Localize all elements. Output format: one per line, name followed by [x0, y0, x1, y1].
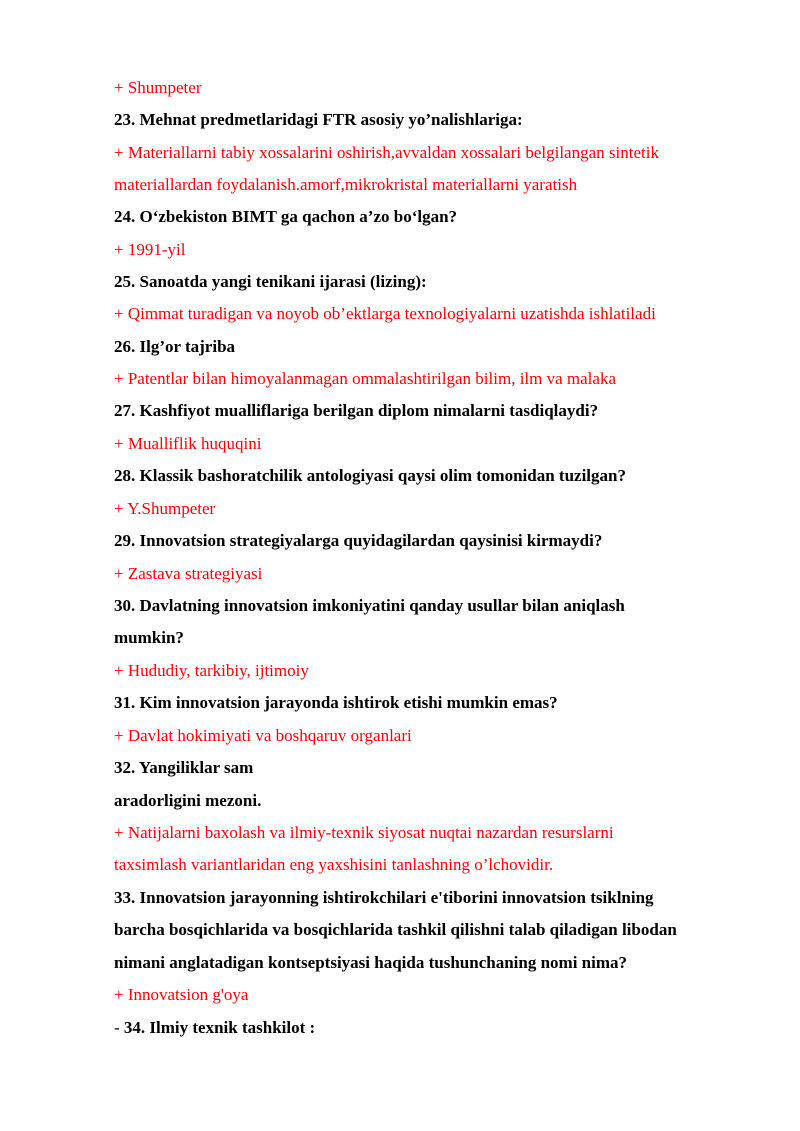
answer-line: + Materiallarni tabiy xossalarini oshirish,avvaldan xossalari belgilangan sintetik	[114, 143, 659, 162]
answer-line: + Zastava strategiyasi	[114, 564, 263, 583]
question-line: 27. Kashfiyot mualliflariga berilgan diplom nimalarni tasdiqlaydi?	[114, 401, 599, 420]
question-line: mumkin?	[114, 628, 184, 647]
question-line: 23. Mehnat predmetlaridagi FTR asosiy yo’nalishlariga:	[114, 110, 523, 129]
question-line: 28. Klassik bashoratchilik antologiyasi qaysi olim tomonidan tuzilgan?	[114, 466, 626, 485]
answer-line: + Qimmat turadigan va noyob ob’ektlarga texnologiyalarni uzatishda ishlatiladi	[114, 304, 656, 323]
answer-line: + 1991-yil	[114, 240, 186, 259]
question-line: barcha bosqichlarida va bosqichlarida tashkil qilishni talab qiladigan libodan	[114, 920, 677, 939]
list-dash: -	[114, 1018, 124, 1037]
question-text: 34. Ilmiy texnik tashkilot :	[123, 1018, 316, 1037]
question-line: 25. Sanoatda yangi tenikani ijarasi (lizing):	[114, 272, 427, 291]
question-line: 33. Innovatsion jarayonning ishtirokchilari e'tiborini innovatsion tsiklning	[114, 888, 654, 907]
answer-line: materiallardan foydalanish.amorf,mikrokristal materiallarni yaratish	[114, 175, 578, 194]
answer-line: + Shumpeter	[114, 78, 202, 97]
answer-line: + Hududiy, tarkibiy, ijtimoiy	[114, 661, 309, 680]
question-line: 29. Innovatsion strategiyalarga quyidagilardan qaysinisi kirmaydi?	[114, 531, 603, 550]
answer-line: + Innovatsion g'oya	[114, 985, 249, 1004]
question-line: aradorligini mezoni.	[114, 791, 262, 810]
answer-line: + Mualliflik huquqini	[114, 434, 262, 453]
answer-line: + Natijalarni baxolash va ilmiy-texnik siyosat nuqtai nazardan resurslarni	[114, 823, 614, 842]
question-line: 31. Kim innovatsion jarayonda ishtirok etishi mumkin emas?	[114, 693, 558, 712]
question-line: 32. Yangiliklar sam	[114, 758, 254, 777]
question-line: 30. Davlatning innovatsion imkoniyatini qanday usullar bilan aniqlash	[114, 596, 625, 615]
question-line: nimani anglatadigan kontseptsiyasi haqida tushunchaning nomi nima?	[114, 953, 628, 972]
answer-line: taxsimlash variantlaridan eng yaxshisini tanlashning o’lchovidir.	[114, 855, 554, 874]
question-line: 24. O‘zbekiston BIMT ga qachon a’zo bo‘lgan?	[114, 207, 458, 226]
question-line	[114, 1018, 315, 1038]
answer-line: + Y.Shumpeter	[114, 499, 216, 518]
question-line: 26. Ilg’or tajriba	[114, 337, 236, 356]
answer-line: + Patentlar bilan himoyalanmagan ommalashtirilgan bilim, ilm va malaka	[114, 369, 616, 388]
answer-line: + Davlat hokimiyati va boshqaruv organlari	[114, 726, 412, 745]
